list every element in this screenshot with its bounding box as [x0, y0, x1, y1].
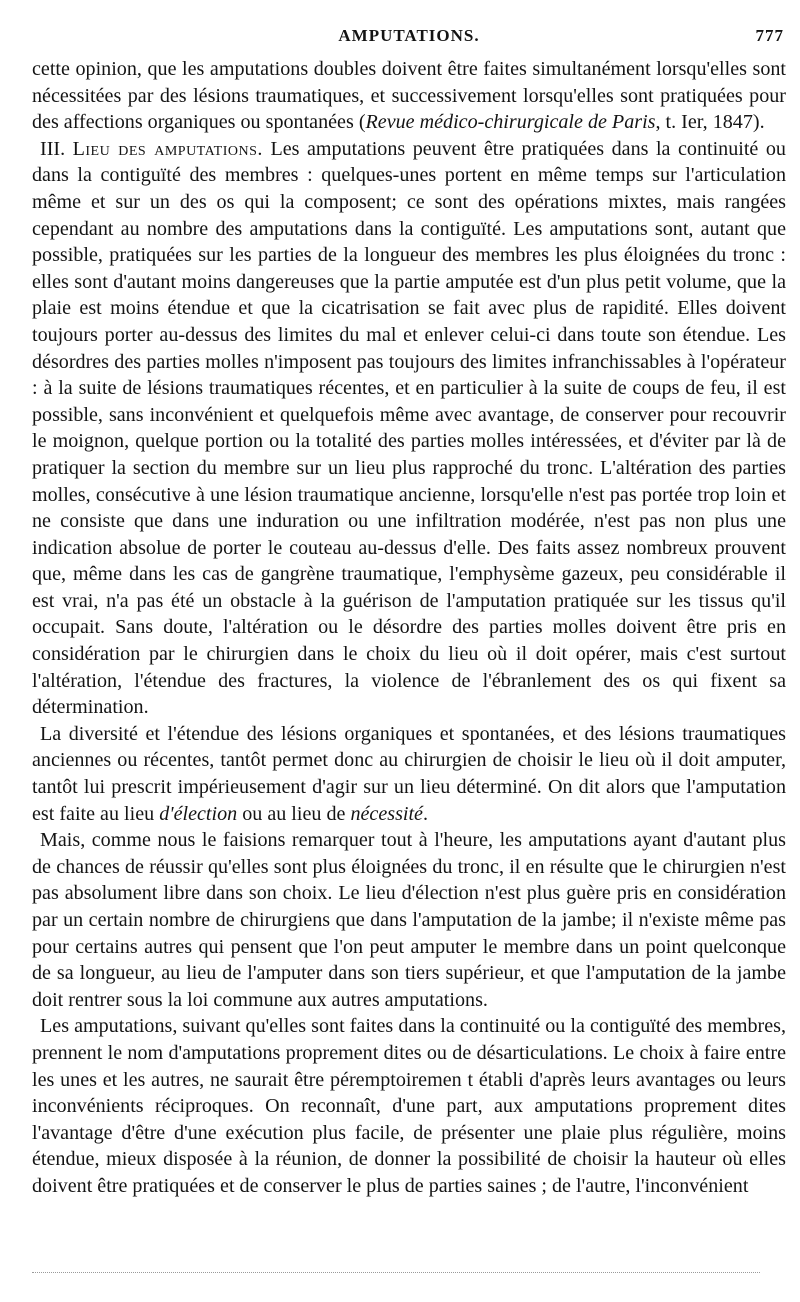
running-title: AMPUTATIONS. — [338, 26, 480, 45]
text-run: Les amputations peuvent être pratiquées dans la continuité ou dans la contiguïté des membres : quelques-unes portent en même temps sur l'articulation même et sur un des os qui la composent; ce sont des opérations mixtes, mais rangées cependant au nombre des amputations dans la contiguïté. Les amputations sont, autant que possible, pratiquées sur les parties de la longueur des membres les plus éloignées du tronc : elles sont d'autant moins dangereuses que la partie amputée est d'un plus petit volume, que la plaie est moins étendue et que la cicatrisation se fait avec plus de rapidité. Elles doivent toujours porter au-dessus des limites du mal et enlever celui-ci dans toute son étendue. Les désordres des parties molles n'imposent pas toujours des limites infranchissables à l'opérateur : à la suite de lésions traumatiques récentes, et en particulier à la suite de coups de feu, il est possible, sans inconvénient et quelquefois même avec avantage, de conserver pour recouvrir le moignon, quelque portion ou la totalité des parties molles intéressées, et d'éviter par là de pratiquer la section du membre sur un lieu plus rapproché du tronc. L'altération des parties molles, consécutive à une lésion traumatique ancienne, lorsqu'elle n'est pas portée trop loin et ne consiste que dans une induration ou une infiltration modérée, n'est pas non plus une indication absolue de porter le couteau au-dessus d'elle. Des faits assez nombreux prouvent que, même dans les cas de gangrène traumatique, l'emphysème gazeux, peu considérable il est vrai, n'a pas été un obstacle à la guérison de l'amputation pratiquée sur les tissus qu'il occupait. Sans doute, l'altération ou le désordre des parties molles doivent être pris en considération par le chirurgien dans le choix du lieu où il doit opérer, mais c'est surtout l'altération, l'étendue des fractures, la violence de l'ébranlement des os qui fixent sa détermination. — [32, 137, 786, 719]
text-run: , t. Ier, 1847). — [655, 111, 765, 134]
body-text — [32, 56, 786, 1200]
running-header — [32, 12, 786, 45]
paragraph — [32, 1013, 786, 1199]
paragraph — [32, 827, 786, 1013]
text-run: Les amputations, suivant qu'elles sont faites dans la continuité ou la contiguïté des membres, prennent le nom d'amputations proprement dites ou de désarticulations. Le choix à faire entre les unes et les autres, ne saurait être péremptoiremen t établi d'après leurs avantages ou leurs inconvénients réciproques. On reconnaît, d'une part, aux amputations proprement dites l'avantage d'être d'une exécution plus facile, de présenter une plaie plus régulière, moins étendue, mieux disposée à la réunion, de donner la possibilité de choisir la hauteur où elles doivent être pratiquées et de conserver le plus de parties saines ; de l'autre, l'inconvénient — [32, 1015, 786, 1197]
text-run: III. — [40, 137, 73, 160]
bottom-rule — [32, 1272, 760, 1273]
italic-text: d'élection — [159, 802, 238, 825]
text-run: ou au lieu de — [237, 802, 351, 825]
text-run: cette opinion, que les amputations doubles doivent être faites simultanément lorsqu'elles sont nécessitées par des lésions traumatiques, et successivement lorsqu'elles sont pratiquées pour des affections organiques ou spontanées ( — [32, 58, 786, 134]
text-run: La diversité et l'étendue des lésions organiques et spontanées, et des lésions traumatiques anciennes ou récentes, tantôt permet donc au chirurgien de choisir le lieu où il doit amputer, tantôt lui prescrit impérieusement d'agir sur un lieu déterminé. On dit alors que l'amputation est faite au lieu — [32, 722, 786, 825]
paragraph — [32, 721, 786, 827]
paragraph — [32, 56, 786, 136]
section-heading: Lieu des amputations. — [72, 137, 263, 160]
italic-text: Revue médico-chirurgicale de Paris — [365, 111, 656, 134]
text-run: Mais, comme nous le faisions remarquer tout à l'heure, les amputations ayant d'autant plus de chances de réussir qu'elles sont plus éloignées du tronc, il en résulte que le chirurgien n'est pas absolument libre dans son choix. Le lieu d'élection n'est plus guère pris en considération par un certain nombre de chirurgiens que dans l'amputation de la jambe; il n'existe même pas pour certains autres qui pensent que l'on peut amputer le membre dans un point quelconque de sa longueur, au lieu de l'amputer dans son tiers supérieur, et que l'amputation de la jambe doit rentrer sous la loi commune aux autres amputations. — [32, 829, 786, 1011]
paragraph — [32, 136, 786, 721]
page-number: 777 — [755, 26, 784, 45]
italic-text: nécessité — [350, 802, 423, 825]
text-run: . — [422, 802, 429, 825]
